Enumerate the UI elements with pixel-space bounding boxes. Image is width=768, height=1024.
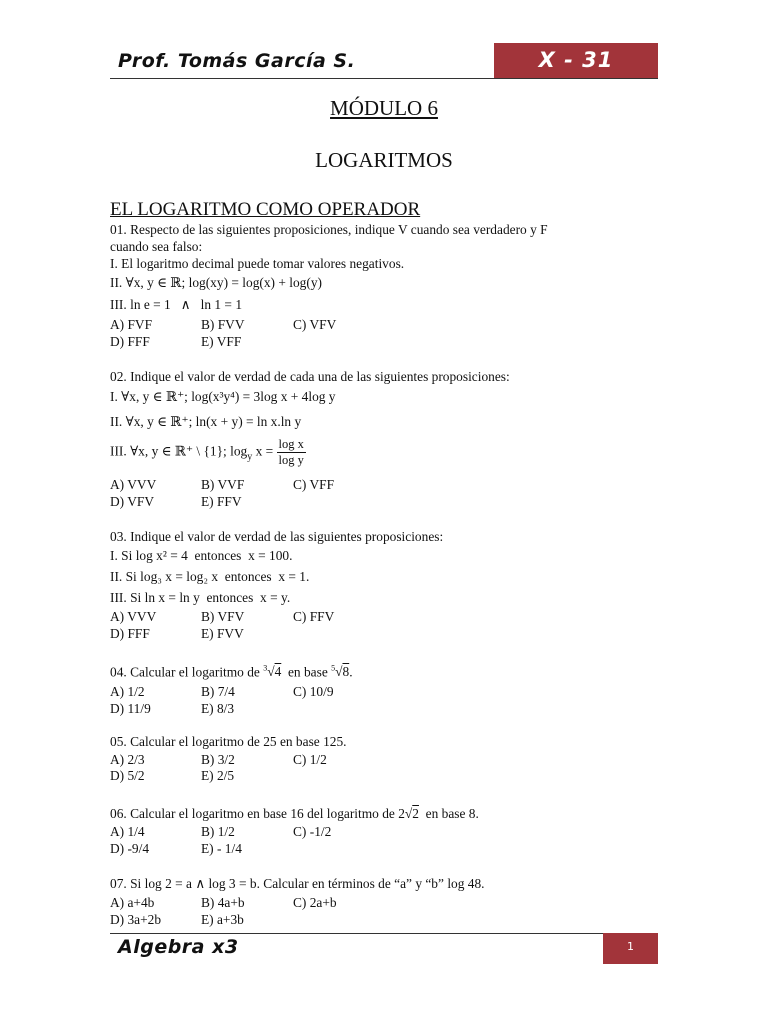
q4-option-c: C) 10/9 bbox=[293, 684, 334, 699]
footer-title: Algebra x3 bbox=[118, 936, 239, 958]
q1-option-e: E) VFF bbox=[201, 334, 242, 349]
q2-prop-1 bbox=[110, 389, 336, 405]
q2-prop-3-fraction bbox=[277, 437, 306, 468]
q7-option-b: B) 4a+b bbox=[201, 895, 245, 910]
q3-prop-1: I. Si log x² = 4 entonces x = 100. bbox=[110, 548, 293, 563]
q1-option-a: A) FVF bbox=[110, 317, 153, 332]
q6-stem-text-1: 06. Calcular el logaritmo en base 16 del logaritmo de bbox=[110, 806, 395, 821]
q6-root-radicand: 2 bbox=[412, 806, 419, 821]
q2-option-e: E) FFV bbox=[201, 494, 242, 509]
q3-prop-3-intro: III. Si bbox=[110, 590, 142, 605]
q4-root-2-radicand: 8 bbox=[342, 664, 350, 680]
q7-stem-text-2: . Calcular en términos de “a” y “b” bbox=[256, 876, 444, 891]
q1-prop-3 bbox=[110, 297, 242, 313]
q2-option-c: C) VFF bbox=[293, 477, 335, 492]
q3-option-b: B) VFV bbox=[201, 609, 245, 624]
q3-prop-3-expr: ln x = ln y bbox=[144, 590, 200, 605]
q3-prop-2-expr: log₃ x = log₂ x bbox=[140, 569, 219, 584]
page-number: 1 bbox=[627, 940, 634, 953]
q4-stem-text-1: 04. Calcular el logaritmo de bbox=[110, 664, 260, 680]
q4-root-1-index: 3 bbox=[263, 664, 268, 673]
q3-option-e: E) FVV bbox=[201, 626, 244, 641]
q4-root-2-index: 5 bbox=[331, 664, 336, 673]
header-rule bbox=[110, 78, 658, 79]
q2-prop-3-x: x = bbox=[252, 443, 274, 459]
topic-title: LOGARITMOS bbox=[315, 148, 453, 172]
q2-prop-3-numerator: log x bbox=[278, 437, 304, 451]
q6-option-c: C) -1/2 bbox=[293, 824, 332, 839]
q1-stem-line2: cuando sea falso: bbox=[110, 239, 203, 254]
q6-option-d: D) -9/4 bbox=[110, 841, 150, 856]
q1-prop-2-expr: ∀x, y ∈ ℝ; log(xy) = log(x) + log(y) bbox=[125, 275, 322, 290]
q1-prop-3-label: III. bbox=[110, 297, 127, 312]
q2-stem: 02. Indique el valor de verdad de cada una de las siguientes proposiciones: bbox=[110, 369, 510, 384]
q2-prop-3-sub: y bbox=[247, 451, 253, 463]
q4-option-d: D) 11/9 bbox=[110, 701, 151, 716]
header-author: Prof. Tomás García S. bbox=[118, 50, 356, 72]
q5-option-c: C) 1/2 bbox=[293, 752, 327, 767]
q3-prop-2-result: x = 1 bbox=[278, 569, 306, 584]
q5-option-e: E) 2/5 bbox=[201, 768, 235, 783]
q6-option-a: A) 1/4 bbox=[110, 824, 145, 839]
q7-stem: 07. Si log 2 = a ∧ log 3 = b. Calcular en términos de “a” y “b” log 48. bbox=[110, 876, 485, 891]
q5-stem: 05. Calcular el logaritmo de 25 en base 125. bbox=[110, 734, 347, 749]
q2-prop-2 bbox=[110, 414, 301, 430]
q2-prop-2-expr: ∀x, y ∈ ℝ⁺; ln(x + y) = ln x.ln y bbox=[125, 414, 302, 429]
q6-option-e: E) - 1/4 bbox=[201, 841, 242, 856]
q4-option-a: A) 1/2 bbox=[110, 684, 145, 699]
q2-prop-1-label: I. bbox=[110, 389, 118, 404]
module-title: MÓDULO 6 bbox=[330, 96, 438, 120]
q2-prop-2-label: II. bbox=[110, 414, 123, 429]
q3-prop-3-result: x = y bbox=[260, 590, 287, 605]
q1-prop-1: I. El logaritmo decimal puede tomar valores negativos. bbox=[110, 256, 405, 271]
q3-prop-1-result: x = 100 bbox=[248, 548, 290, 563]
q3-stem: 03. Indique el valor de verdad de las siguientes proposiciones: bbox=[110, 529, 444, 544]
q3-prop-1-then: entonces bbox=[194, 548, 242, 563]
q6-root-coef: 2 bbox=[398, 806, 405, 821]
q2-prop-1-expr: ∀x, y ∈ ℝ⁺; log(x³y⁴) = 3log x + 4log y bbox=[121, 389, 336, 404]
q4-root-1-radicand: 4 bbox=[274, 664, 282, 680]
footer-rule bbox=[110, 933, 658, 934]
q4-stem-text-2: en base bbox=[287, 664, 328, 680]
q2-prop-3-expr: ∀x, y ∈ ℝ⁺ \ {1}; log bbox=[130, 443, 248, 459]
q7-option-e: E) a+3b bbox=[201, 912, 244, 927]
q2-prop-3-label: III. bbox=[110, 443, 127, 459]
header-code: X - 31 bbox=[538, 48, 614, 72]
q3-option-a: A) VVV bbox=[110, 609, 157, 624]
q6-root: 2√2 bbox=[398, 806, 419, 821]
q1-option-c: C) VFV bbox=[293, 317, 337, 332]
q6-option-b: B) 1/2 bbox=[201, 824, 235, 839]
q3-prop-1-intro: I. Si bbox=[110, 548, 133, 563]
q4-stem: 04. Calcular el logaritmo de $^3$√4 en base $^5$√8. bbox=[110, 664, 353, 680]
q7-stem-text-1: 07. Si bbox=[110, 876, 142, 891]
q5-option-d: D) 5/2 bbox=[110, 768, 145, 783]
q7-expr-2: log 48 bbox=[447, 876, 482, 891]
q2-option-d: D) VFV bbox=[110, 494, 155, 509]
q7-option-d: D) 3a+2b bbox=[110, 912, 162, 927]
q3-prop-2: II. Si log₃ x = log₂ x entonces x = 1. bbox=[110, 569, 310, 584]
q4-root-2: $^5$√8 bbox=[331, 664, 350, 680]
q4-option-b: B) 7/4 bbox=[201, 684, 235, 699]
q2-option-b: B) VVF bbox=[201, 477, 245, 492]
q7-option-c: C) 2a+b bbox=[293, 895, 337, 910]
q3-option-d: D) FFF bbox=[110, 626, 150, 641]
q7-expr-1: log 2 = a ∧ log 3 = b bbox=[144, 876, 257, 891]
q6-stem-text-2: en base 8. bbox=[425, 806, 479, 821]
q1-prop-3-expr: ln e = 1 ∧ ln 1 = 1 bbox=[130, 297, 243, 312]
q1-option-b: B) FVV bbox=[201, 317, 245, 332]
q4-root-1: $^3$√4 bbox=[263, 664, 282, 680]
q3-option-c: C) FFV bbox=[293, 609, 335, 624]
q3-prop-2-intro: II. Si bbox=[110, 569, 137, 584]
q7-option-a: A) a+4b bbox=[110, 895, 155, 910]
q6-stem bbox=[110, 806, 479, 822]
q2-prop-3-denominator: log y bbox=[278, 453, 304, 467]
q3-prop-2-then: entonces bbox=[224, 569, 272, 584]
q3-prop-3: III. Si ln x = ln y entonces x = y. bbox=[110, 590, 291, 605]
q2-prop-3 bbox=[110, 437, 306, 468]
q3-prop-3-then: entonces bbox=[206, 590, 254, 605]
section-title: EL LOGARITMO COMO OPERADOR bbox=[110, 199, 421, 220]
q4-option-e: E) 8/3 bbox=[201, 701, 235, 716]
q1-prop-2-label: II. bbox=[110, 275, 123, 290]
q5-option-a: A) 2/3 bbox=[110, 752, 145, 767]
q1-stem-line1: 01. Respecto de las siguientes proposiciones, indique V cuando sea verdadero y F bbox=[110, 222, 548, 237]
q1-option-d: D) FFF bbox=[110, 334, 150, 349]
q5-option-b: B) 3/2 bbox=[201, 752, 235, 767]
q1-prop-2 bbox=[110, 275, 322, 291]
q2-option-a: A) VVV bbox=[110, 477, 157, 492]
q3-prop-1-expr: log x² = 4 bbox=[135, 548, 188, 563]
